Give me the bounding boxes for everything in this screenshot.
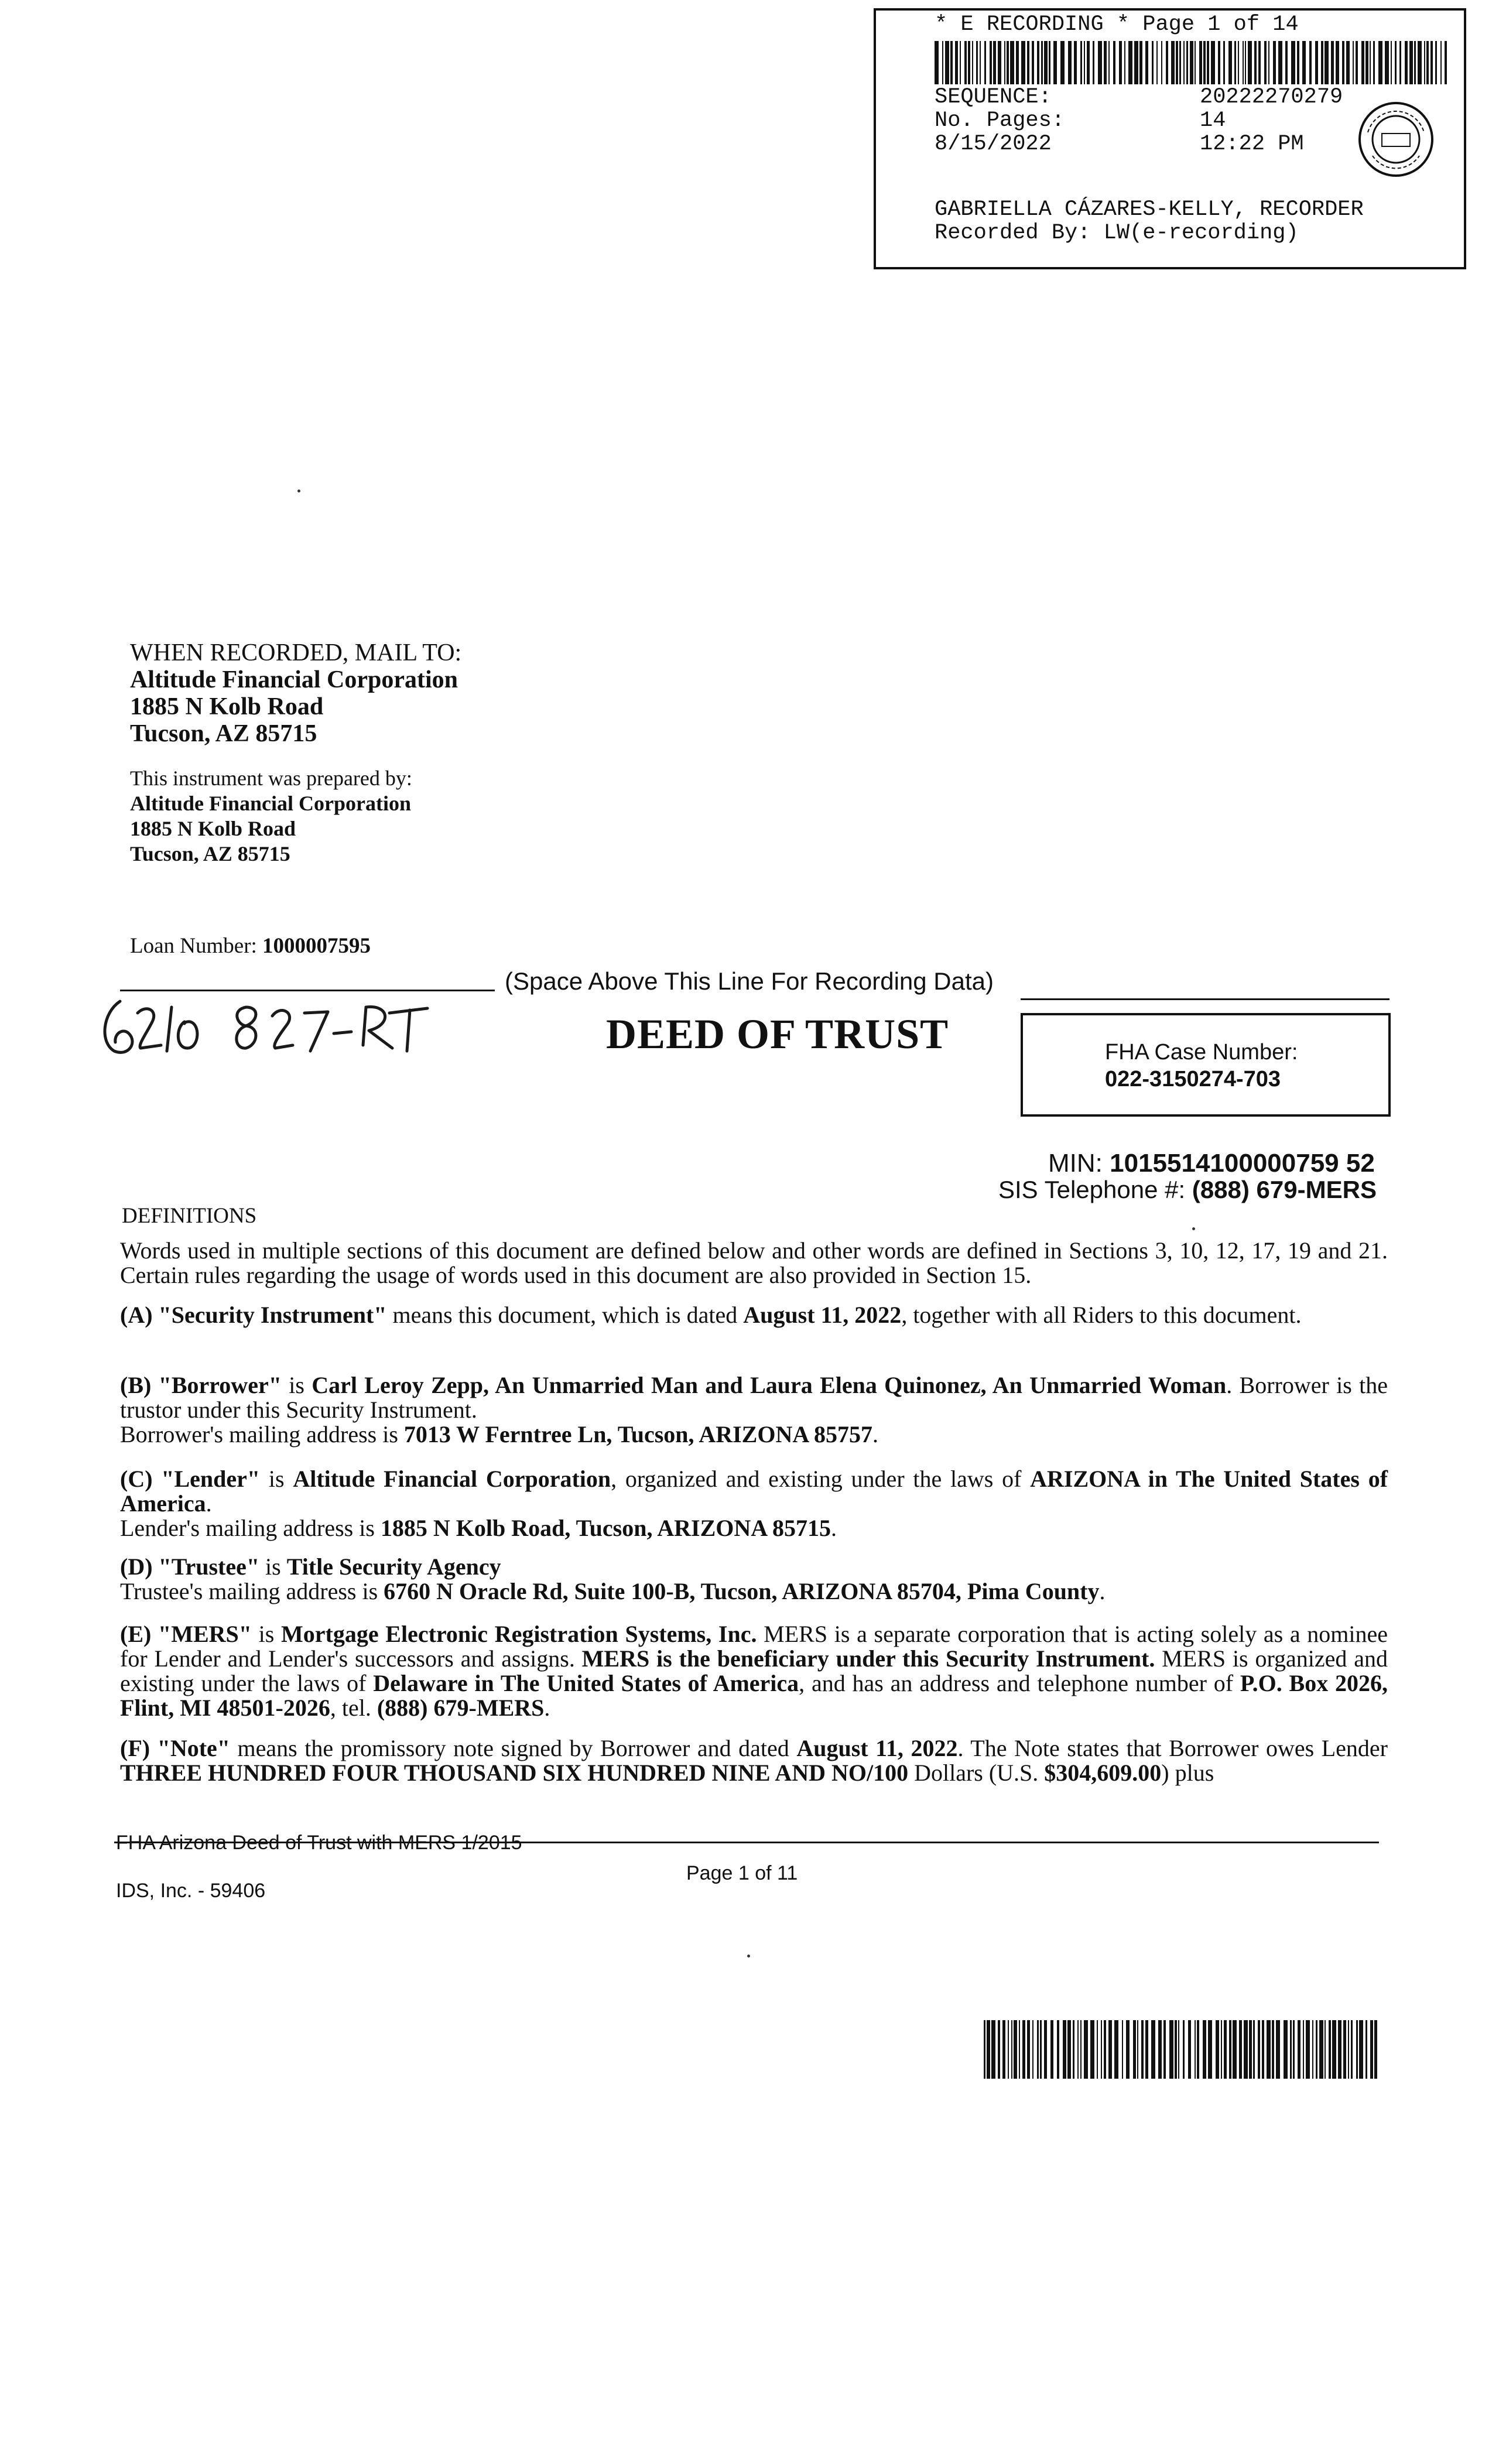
prepared-by-heading: This instrument was prepared by: [130, 766, 412, 790]
barcode-bar [964, 41, 967, 84]
barcode-bar [1342, 41, 1344, 84]
barcode-bar [1068, 41, 1072, 84]
barcode-bar [1346, 41, 1350, 84]
pages-label: No. Pages: [935, 108, 1065, 133]
barcode-bar [1126, 2020, 1130, 2079]
barcode-bar [1208, 2020, 1212, 2079]
barcode-bar [1216, 2020, 1219, 2079]
barcode-bar [1356, 2020, 1358, 2079]
barcode-bar [1097, 2020, 1098, 2079]
barcode-bar [945, 41, 949, 84]
barcode-bar [1303, 2020, 1304, 2079]
barcode-bar [1004, 41, 1005, 84]
barcode-bar [1254, 41, 1257, 84]
pages-value: 14 [1200, 108, 1226, 133]
barcode-bar [1008, 2020, 1009, 2079]
barcode-bar [1391, 41, 1392, 84]
barcode-bar [1309, 41, 1312, 84]
barcode-bar [1272, 2020, 1274, 2079]
recording-line-right [1021, 998, 1390, 1000]
prepared-by-block [130, 766, 412, 867]
barcode-bar [955, 41, 958, 84]
barcode-bar [1239, 2020, 1242, 2079]
barcode-bar [1002, 2020, 1005, 2079]
sis-value: (888) 679-MERS [1192, 1176, 1377, 1203]
barcode-bar [1405, 41, 1408, 84]
form-name: FHA Arizona Deed of Trust with MERS 1/2015 [116, 1832, 522, 1854]
barcode-bar [1032, 2020, 1033, 2079]
barcode-bar [1137, 2020, 1138, 2079]
barcode-bar [1124, 41, 1125, 84]
barcode-bar [1027, 2020, 1030, 2079]
barcode-bar [1245, 41, 1246, 84]
barcode-bar [950, 41, 953, 84]
barcode-bar [1223, 41, 1225, 84]
barcode-bar [1145, 2020, 1148, 2079]
barcode-bar [1207, 41, 1209, 84]
barcode-bar [1183, 41, 1185, 84]
barcode-bar [1332, 2020, 1336, 2079]
stamp-barcode [935, 41, 1450, 84]
barcode-bar [1338, 2020, 1341, 2079]
barcode-bar [1233, 2020, 1237, 2079]
prepared-by-name: Altitude Financial Corporation [130, 792, 412, 815]
barcode-bar [1414, 41, 1416, 84]
barcode-bar [1409, 41, 1413, 84]
barcode-bar [1113, 41, 1115, 84]
barcode-bar [1050, 2020, 1053, 2079]
barcode-bar [1351, 2020, 1353, 2079]
barcode-bar [1218, 41, 1220, 84]
barcode-bar [1179, 41, 1181, 84]
loan-number-label: Loan Number: [130, 934, 257, 958]
definitions-heading: DEFINITIONS [122, 1204, 257, 1228]
barcode-bar [1374, 2020, 1377, 2079]
barcode-bar [1268, 41, 1269, 84]
barcode-bar [1044, 41, 1048, 84]
barcode-bar [935, 41, 939, 84]
definition-d: (D) "Trustee" is Title Security Agency Trustee's mailing address is 6760 N Oracle Rd, Suite 100-B, Tucson, ARIZONA 85704, Pima County. [120, 1553, 1106, 1604]
barcode-bar [1199, 41, 1202, 84]
barcode-bar [1134, 41, 1138, 84]
barcode-bar [1243, 41, 1244, 84]
barcode-bar [1264, 41, 1267, 84]
barcode-bar [976, 41, 978, 84]
barcode-bar [1258, 2020, 1260, 2079]
speck [1192, 1227, 1195, 1230]
barcode-bar [1285, 41, 1288, 84]
mail-to-block [130, 639, 461, 747]
barcode-bar [1249, 2020, 1252, 2079]
fha-case-label: FHA Case Number: [1105, 1040, 1298, 1065]
vendor-id: IDS, Inc. - 59406 [116, 1880, 266, 1902]
barcode-bar [1306, 2020, 1310, 2079]
barcode-bar [1041, 41, 1043, 84]
barcode-bar [1365, 2020, 1367, 2079]
barcode-bar [1067, 2020, 1071, 2079]
barcode-bar [1258, 41, 1261, 84]
barcode-bar [942, 41, 943, 84]
barcode-bar [1312, 2020, 1313, 2079]
barcode-bar [1084, 2020, 1088, 2079]
min-line [1048, 1149, 1375, 1178]
barcode-bar [1169, 2020, 1173, 2079]
barcode-bar [1293, 2020, 1295, 2079]
barcode-bar [1014, 2020, 1017, 2079]
barcode-bar [1385, 41, 1389, 84]
barcode-bar [1080, 41, 1082, 84]
page-number: Page 1 of 11 [686, 1862, 798, 1884]
barcode-bar [968, 41, 970, 84]
barcode-bar [1044, 2020, 1047, 2079]
barcode-bar [1224, 2020, 1227, 2079]
barcode-bar [1331, 41, 1334, 84]
min-label: MIN: [1048, 1149, 1103, 1178]
barcode-bar [1087, 41, 1090, 84]
barcode-bar [1418, 41, 1422, 84]
barcode-bar [1426, 41, 1429, 84]
barcode-bar [1291, 41, 1295, 84]
barcode-bar [993, 41, 996, 84]
fha-case-value: 022-3150274-703 [1105, 1067, 1281, 1091]
barcode-bar [1197, 2020, 1199, 2079]
barcode-bar [1190, 41, 1193, 84]
barcode-bar [1302, 41, 1306, 84]
barcode-bar [1152, 41, 1154, 84]
definition-a: (A) "Security Instrument" means this document, which is dated August 11, 2022, together with all Riders to this document. [120, 1302, 1302, 1328]
barcode-bar [1319, 2020, 1323, 2079]
mail-to-street: 1885 N Kolb Road [130, 693, 324, 720]
county-seal-icon [1355, 98, 1437, 180]
space-above-notice: (Space Above This Line For Recording Data) [505, 967, 994, 995]
barcode-bar [1141, 2020, 1144, 2079]
barcode-bar [1203, 41, 1206, 84]
barcode-bar [1262, 2020, 1264, 2079]
barcode-bar [1276, 2020, 1280, 2079]
barcode-bar [1186, 41, 1188, 84]
recording-time: 12:22 PM [1200, 132, 1304, 156]
barcode-bar [1229, 2020, 1231, 2079]
barcode-bar [1195, 2020, 1196, 2079]
barcode-bar [1166, 41, 1168, 84]
barcode-bar [1119, 41, 1122, 84]
barcode-bar [1221, 2020, 1222, 2079]
barcode-bar [990, 41, 992, 84]
barcode-bar [1011, 2020, 1012, 2079]
barcode-bar [1370, 41, 1371, 84]
speck [747, 1955, 750, 1957]
barcode-bar [1027, 41, 1029, 84]
definition-c: (C) "Lender" is Altitude Financial Corporation, organized and existing under the laws of ARIZONA in The United States of America. Lender's mailing address is 1885 N Kolb Road, Tucson, ARIZONA 85715. [120, 1466, 1388, 1541]
barcode-bar [1315, 41, 1318, 84]
barcode-bar [998, 41, 1001, 84]
barcode-bar [1158, 2020, 1162, 2079]
barcode-bar [987, 2020, 990, 2079]
barcode-bar [1325, 41, 1329, 84]
barcode-bar [1373, 41, 1375, 84]
sequence-value: 20222270279 [1200, 85, 1343, 109]
barcode-bar [1098, 41, 1102, 84]
barcode-bar [1090, 2020, 1094, 2079]
barcode-bar [1122, 2020, 1123, 2079]
page-barcode [984, 2020, 1382, 2079]
barcode-bar [1284, 2020, 1288, 2079]
barcode-bar [1163, 2020, 1166, 2079]
barcode-bar [1343, 2020, 1346, 2079]
barcode-bar [1228, 41, 1232, 84]
barcode-bar [1365, 41, 1368, 84]
barcode-bar [1007, 41, 1009, 84]
recording-header: * E RECORDING * Page 1 of 14 [935, 12, 1299, 37]
barcode-bar [1244, 2020, 1248, 2079]
barcode-bar [1128, 41, 1132, 84]
barcode-bar [1063, 2020, 1066, 2079]
barcode-bar [1278, 41, 1282, 84]
barcode-bar [1348, 2020, 1349, 2079]
barcode-bar [1104, 41, 1107, 84]
document-title: DEED OF TRUST [606, 1011, 949, 1058]
speck [297, 490, 300, 492]
barcode-bar [1022, 2020, 1025, 2079]
barcode-bar [1057, 2020, 1059, 2079]
definition-e: (E) "MERS" is Mortgage Electronic Registration Systems, Inc. MERS is a separate corporation that is acting solely as a nominee for Lender and Lender's successors and assigns. MERS is the beneficiary under this Security Instrument. MERS is organized and existing under the laws of Delaware in The United States of America, and has an address and telephone number of P.O. Box 2026, Flint, MI 48501-2026, tel. (888) 679-MERS. [120, 1621, 1388, 1721]
barcode-bar [960, 41, 961, 84]
barcode-bar [1253, 2020, 1255, 2079]
barcode-bar [1211, 41, 1215, 84]
loan-number [130, 933, 371, 959]
barcode-bar [1073, 2020, 1074, 2079]
sis-line [998, 1176, 1377, 1204]
barcode-bar [1060, 41, 1065, 84]
barcode-bar [1359, 2020, 1363, 2079]
barcode-bar [1356, 41, 1358, 84]
mail-to-city: Tucson, AZ 85715 [130, 720, 317, 747]
barcode-bar [1195, 41, 1196, 84]
barcode-bar [984, 2020, 985, 2079]
definitions-intro: Words used in multiple sections of this document are defined below and other words are defined in Sections 3, 10, 12, 17, 19 and 21. Certain rules regarding the usage of words used in this document are also provided in Section 15. [120, 1237, 1388, 1288]
barcode-bar [1077, 2020, 1079, 2079]
barcode-bar [1298, 2020, 1300, 2079]
barcode-bar [1049, 41, 1050, 84]
barcode-bar [1175, 2020, 1177, 2079]
barcode-bar [1329, 2020, 1331, 2079]
barcode-bar [1234, 41, 1236, 84]
barcode-bar [1440, 41, 1442, 84]
barcode-bar [1248, 41, 1252, 84]
barcode-bar [1093, 41, 1094, 84]
barcode-bar [1104, 2020, 1106, 2079]
recording-stamp [874, 8, 1466, 269]
barcode-bar [1336, 41, 1339, 84]
barcode-bar [1378, 41, 1382, 84]
barcode-bar [1114, 2020, 1118, 2079]
barcode-bar [1133, 2020, 1136, 2079]
barcode-bar [1019, 2020, 1020, 2079]
barcode-bar [1037, 41, 1039, 84]
barcode-bar [1290, 2020, 1292, 2079]
mail-to-heading: WHEN RECORDED, MAIL TO: [130, 639, 462, 666]
barcode-bar [1101, 2020, 1102, 2079]
barcode-bar [1321, 41, 1323, 84]
barcode-bar [1399, 41, 1401, 84]
recorder-name: GABRIELLA CÁZARES-KELLY, RECORDER [935, 197, 1364, 222]
barcode-bar [1188, 2020, 1191, 2079]
barcode-bar [1074, 41, 1077, 84]
barcode-bar [998, 2020, 1000, 2079]
barcode-bar [1040, 2020, 1042, 2079]
handwritten-order-number [97, 990, 436, 1066]
barcode-bar [1161, 41, 1162, 84]
barcode-bar [1267, 2020, 1271, 2079]
barcode-bar [1151, 2020, 1155, 2079]
barcode-bar [984, 41, 986, 84]
sequence-label: SEQUENCE: [935, 85, 1052, 109]
recording-date: 8/15/2022 [935, 132, 1052, 156]
barcode-bar [1435, 41, 1437, 84]
barcode-bar [1016, 41, 1019, 84]
barcode-bar [972, 41, 973, 84]
barcode-bar [1037, 2020, 1039, 2079]
barcode-bar [1395, 41, 1397, 84]
barcode-bar [980, 41, 981, 84]
barcode-bar [1203, 2020, 1206, 2079]
prepared-by-street: 1885 N Kolb Road [130, 817, 296, 840]
barcode-bar [1171, 41, 1175, 84]
mail-to-name: Altitude Financial Corporation [130, 666, 458, 693]
barcode-bar [1010, 41, 1014, 84]
barcode-bar [1297, 41, 1299, 84]
loan-number-value: 1000007595 [262, 934, 371, 958]
definition-b: (B) "Borrower" is Carl Leroy Zepp, An Unmarried Man and Laura Elena Quinonez, An Unmarried Woman. Borrower is the trustor under this Security Instrument. Borrower's mailing address is 7013 W Ferntree Ln, Tucson, ARIZONA 85757. [120, 1372, 1388, 1447]
barcode-bar [1238, 41, 1239, 84]
min-value: 1015514100000759 52 [1110, 1149, 1375, 1178]
barcode-bar [991, 2020, 995, 2079]
barcode-bar [1424, 41, 1425, 84]
barcode-bar [1021, 41, 1025, 84]
barcode-bar [1032, 41, 1034, 84]
barcode-bar [1183, 2020, 1185, 2079]
footer-rule [114, 1842, 1379, 1843]
barcode-bar [1176, 41, 1178, 84]
sis-label: SIS Telephone #: [998, 1176, 1186, 1203]
barcode-bar [1084, 41, 1085, 84]
barcode-bar [1273, 41, 1276, 84]
barcode-bar [1353, 41, 1354, 84]
barcode-bar [1430, 41, 1433, 84]
barcode-bar [1445, 41, 1447, 84]
barcode-bar [1361, 41, 1364, 84]
barcode-bar [1316, 2020, 1317, 2079]
prepared-by-city: Tucson, AZ 85715 [130, 842, 290, 865]
barcode-bar [1145, 41, 1148, 84]
barcode-bar [1053, 41, 1057, 84]
fha-case-box [1021, 1013, 1391, 1117]
barcode-bar [1108, 2020, 1112, 2079]
barcode-bar [1108, 41, 1110, 84]
barcode-bar [1156, 41, 1158, 84]
barcode-bar [1178, 2020, 1179, 2079]
barcode-bar [1370, 2020, 1373, 2079]
recorded-by: Recorded By: LW(e-recording) [935, 221, 1299, 245]
barcode-bar [1325, 2020, 1326, 2079]
barcode-bar [1080, 2020, 1082, 2079]
barcode-bar [1139, 41, 1142, 84]
definition-f: (F) "Note" means the promissory note signed by Borrower and dated August 11, 2022. The Note states that Borrower owes Lender THREE HUNDRED FOUR THOUSAND SIX HUNDRED NINE AND NO/100 Dollars (U.S. $304,609.00) plus [120, 1735, 1388, 1786]
